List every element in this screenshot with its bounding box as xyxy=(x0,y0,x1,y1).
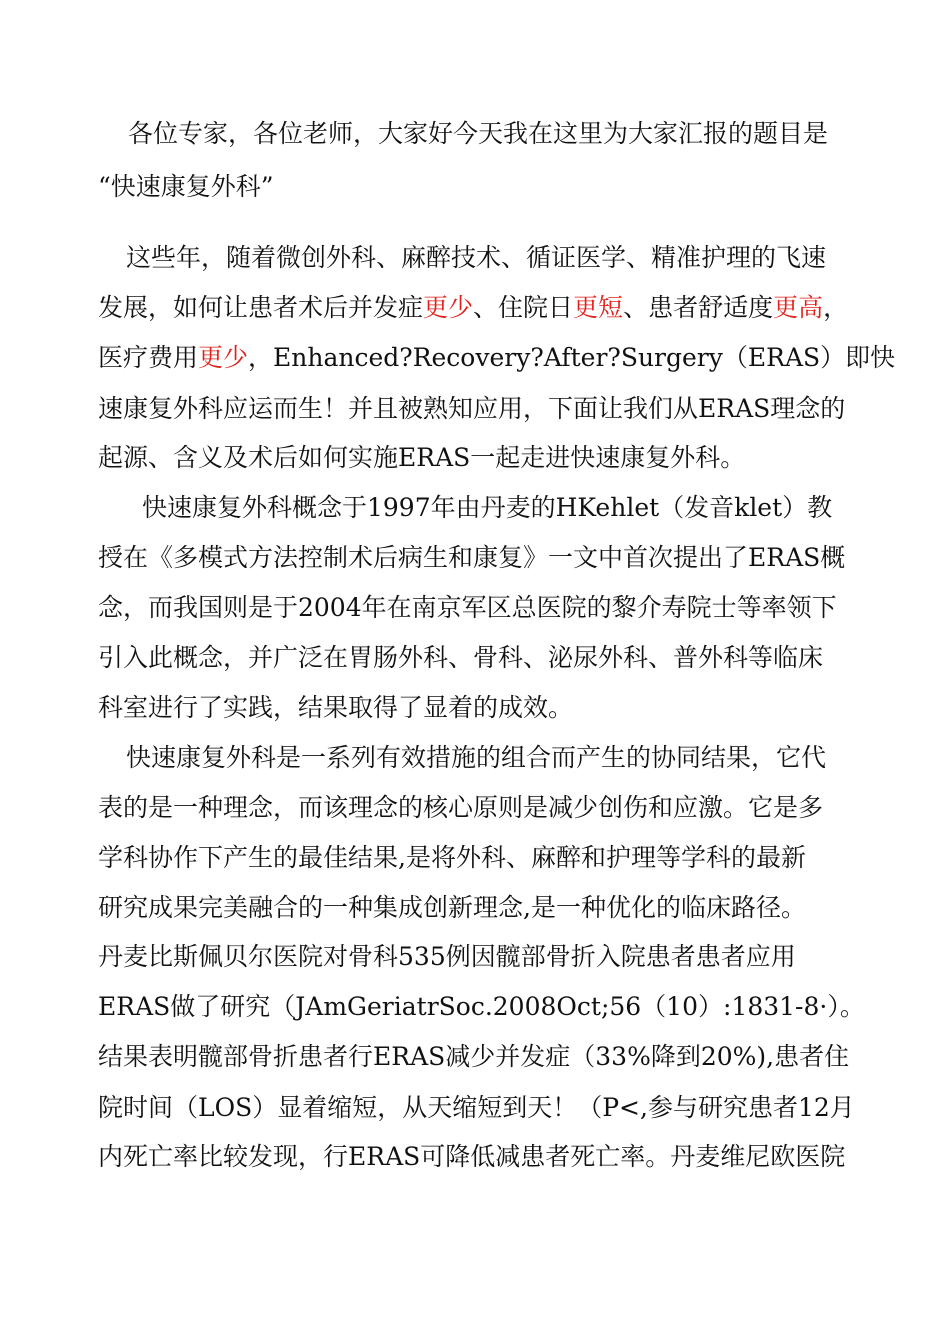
text-line xyxy=(98,1091,855,1125)
text-run: 科室进行了实践，结果取得了显着的成效。 xyxy=(98,693,574,722)
text-line xyxy=(98,1040,849,1074)
text-run: 结果表明髋部骨折患者行ERAS减少并发症（33%降到20%),患者住 xyxy=(98,1042,850,1071)
text-line xyxy=(98,691,573,725)
text-run: 快速康复外科概念于1997年由丹麦的HKehlet（发音klet）教 xyxy=(142,493,833,522)
text-run: 研究成果完美融合的一种集成创新理念,是一种优化的临床路径。 xyxy=(98,893,806,922)
text-run: ERAS做了研究（JAmGeriatrSoc.2008Oct;56（10）:1831-8·）。 xyxy=(98,992,865,1021)
text-run: 院时间（LOS）显着缩短，从天缩短到天！（P<,参与研究患者12月 xyxy=(98,1093,855,1122)
highlight-text: 更高 xyxy=(773,293,824,322)
text-line xyxy=(98,291,848,325)
text-run: 各位专家，各位老师，大家好今天我在这里为大家汇报的题目是 xyxy=(128,119,829,148)
text-run: 内死亡率比较发现，行ERAS可降低减患者死亡率。丹麦维尼欧医院 xyxy=(98,1142,846,1171)
text-run: 发展，如何让患者术后并发症 xyxy=(98,293,424,322)
text-line xyxy=(126,741,826,775)
text-line xyxy=(98,392,845,426)
text-run: 这些年，随着微创外科、麻醉技术、循证医学、精准护理的飞速 xyxy=(126,243,827,272)
text-run: 念，而我国则是于2004年在南京军区总医院的黎介寿院士等率领下 xyxy=(98,593,837,622)
text-run: 速康复外科应运而生！并且被熟知应用，下面让我们从ERAS理念的 xyxy=(98,394,846,423)
text-run: 医疗费用 xyxy=(98,343,199,372)
highlight-text: 更短 xyxy=(573,293,624,322)
text-run: 引入此概念，并广泛在胃肠外科、骨科、泌尿外科、普外科等临床 xyxy=(98,643,824,672)
text-run: 起源、含义及术后如何实施ERAS一起走进快速康复外科。 xyxy=(98,443,746,472)
text-line xyxy=(98,891,806,925)
text-run: 快速康复外科是一系列有效措施的组合而产生的协同结果，它代 xyxy=(126,743,827,772)
text-line xyxy=(128,117,828,151)
text-line xyxy=(98,841,806,875)
text-line xyxy=(98,641,823,675)
highlight-text: 更少 xyxy=(198,343,249,372)
text-line xyxy=(98,591,837,625)
text-line xyxy=(98,541,845,575)
text-run: ，Enhanced?Recovery?After?Surgery（ERAS）即快 xyxy=(248,343,896,372)
text-run: 、患者舒适度 xyxy=(623,293,774,322)
text-run: 丹麦比斯佩贝尔医院对骨科535例因髋部骨折入院患者患者应用 xyxy=(98,942,796,971)
text-run: 授在《多模式方法控制术后病生和康复》一文中首次提出了ERAS概 xyxy=(98,543,846,572)
highlight-text: 更少 xyxy=(423,293,474,322)
text-run: ， xyxy=(823,293,849,322)
text-line xyxy=(98,990,865,1024)
text-line xyxy=(98,1140,845,1174)
text-run: “快速康复外科” xyxy=(98,172,274,201)
text-run: 表的是一种理念，而该理念的核心原则是减少创伤和应激。它是多 xyxy=(98,793,824,822)
text-line xyxy=(98,441,745,475)
text-line xyxy=(98,940,796,974)
text-run: 学科协作下产生的最佳结果,是将外科、麻醉和护理等学科的最新 xyxy=(98,843,806,872)
text-line xyxy=(98,170,274,204)
text-line xyxy=(126,241,826,275)
text-line xyxy=(98,791,823,825)
text-line xyxy=(98,341,895,375)
text-line xyxy=(142,491,832,525)
text-run: 、住院日 xyxy=(473,293,574,322)
